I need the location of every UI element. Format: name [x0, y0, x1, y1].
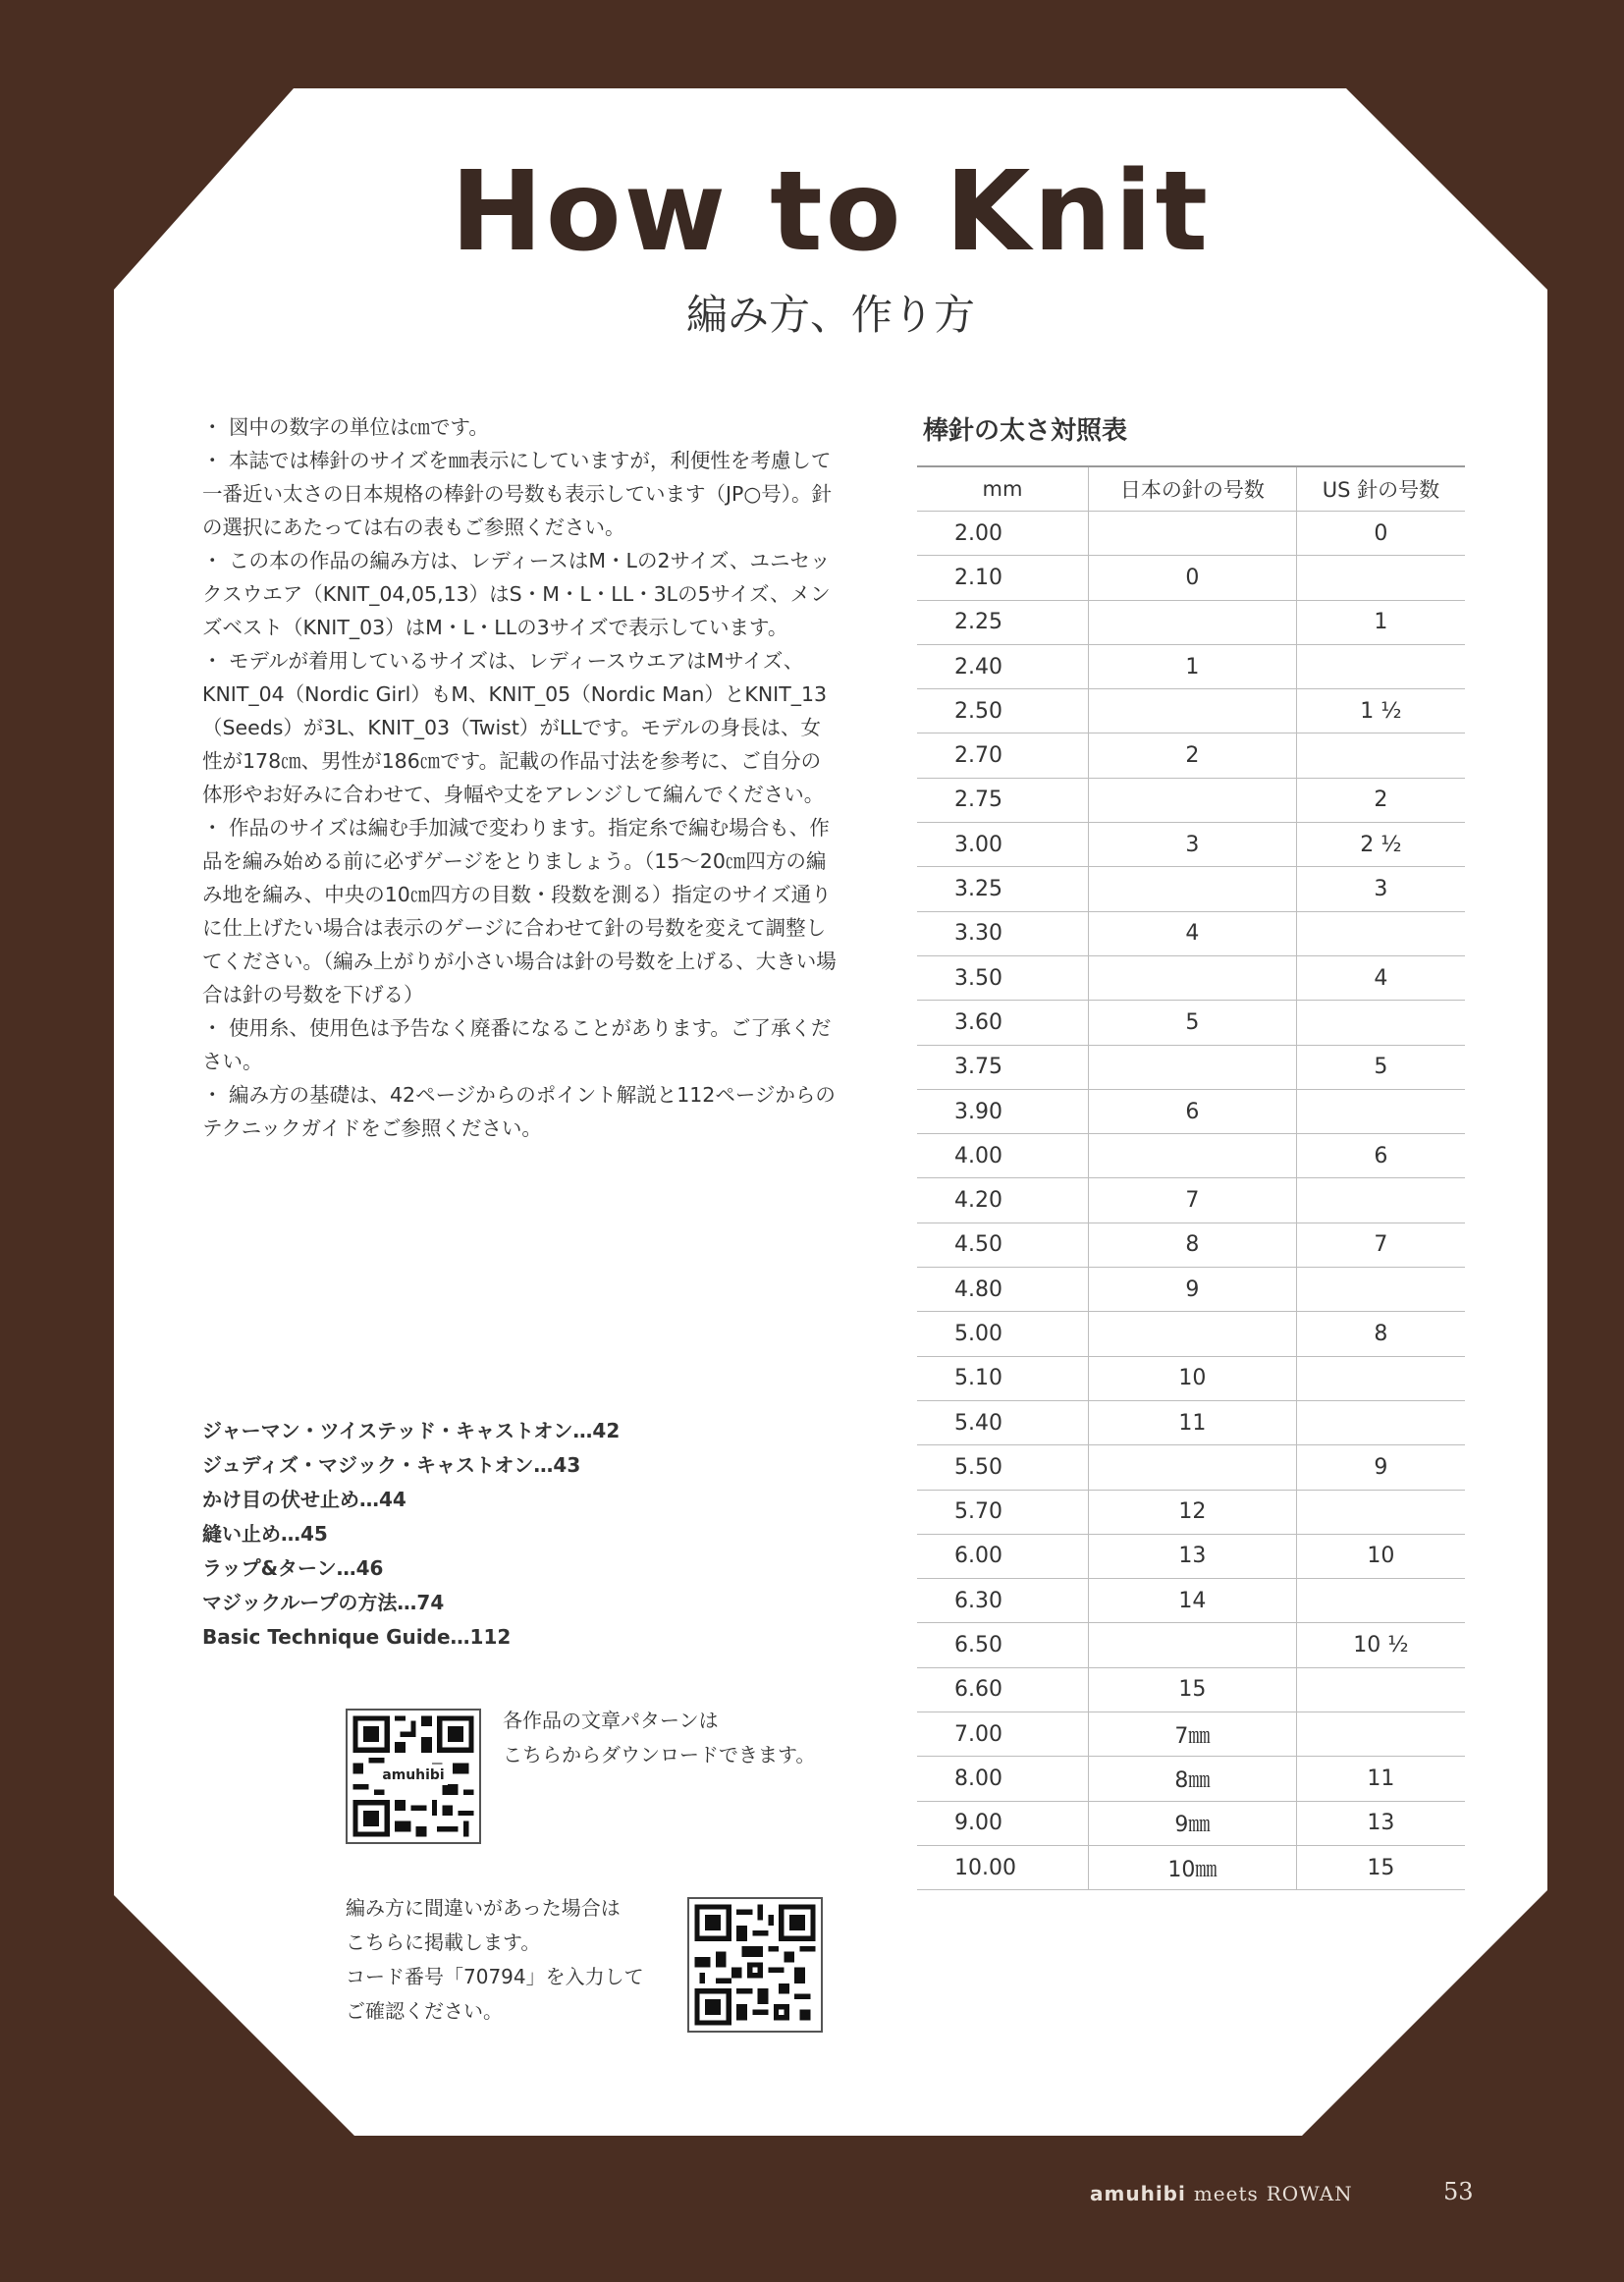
table-row	[917, 734, 1465, 778]
table-row	[917, 1222, 1465, 1267]
cell-japan-size: 5	[1089, 1001, 1297, 1045]
cell-mm: 4.00	[917, 1134, 1089, 1178]
table-row	[917, 1490, 1465, 1534]
cell-japan-size	[1089, 1134, 1297, 1178]
note-item: ・ 使用糸、使用色は予告なく廃番になることがあります。ご了承ください。	[202, 1016, 832, 1073]
cell-mm: 2.70	[917, 734, 1089, 778]
cell-us-size	[1296, 644, 1465, 688]
table-row	[917, 1178, 1465, 1222]
page-title: How to Knit	[450, 148, 1212, 276]
cell-us-size	[1296, 1089, 1465, 1133]
cell-mm: 4.50	[917, 1222, 1089, 1267]
cell-mm: 6.00	[917, 1534, 1089, 1578]
table-row	[917, 512, 1465, 556]
cell-us-size	[1296, 734, 1465, 778]
cell-mm: 2.25	[917, 600, 1089, 644]
technique-item: ジャーマン・ツイステッド・キャストオン…42	[202, 1419, 621, 1442]
errata-note-line: コード番号「70794」を入力して	[346, 1965, 644, 1988]
cell-mm: 8.00	[917, 1757, 1089, 1801]
table-row	[917, 823, 1465, 867]
note-item: ・ この本の作品の編み方は、レディースはM・Lの2サイズ、ユニセックスウエア（KNIT_04,05,13）はS・M・L・LL・3Lの5サイズ、メンズベスト（KNIT_03）はM・L・LLの3サイズで表示しています。	[202, 549, 831, 639]
cell-japan-size: 10	[1089, 1356, 1297, 1400]
cell-mm: 10.00	[917, 1845, 1089, 1889]
column-header-mm: mm	[917, 466, 1089, 512]
errata-qr-code[interactable]	[687, 1897, 823, 2033]
cell-japan-size: 7	[1089, 1178, 1297, 1222]
notes-list	[202, 410, 840, 1145]
cell-japan-size: 13	[1089, 1534, 1297, 1578]
cell-us-size: 10 ½	[1296, 1623, 1465, 1667]
cell-mm: 5.70	[917, 1490, 1089, 1534]
table-header-row	[917, 466, 1465, 512]
cell-japan-size: 7㎜	[1089, 1712, 1297, 1757]
table-row	[917, 778, 1465, 822]
download-note	[503, 1704, 817, 1772]
table-row	[917, 1045, 1465, 1089]
cell-mm: 2.00	[917, 512, 1089, 556]
table-row	[917, 1801, 1465, 1845]
cell-mm: 3.75	[917, 1045, 1089, 1089]
cell-japan-size: 0	[1089, 556, 1297, 600]
table-row	[917, 1400, 1465, 1444]
cell-us-size: 0	[1296, 512, 1465, 556]
cell-us-size	[1296, 1268, 1465, 1312]
download-qr-code[interactable]	[346, 1709, 481, 1844]
cell-japan-size	[1089, 1623, 1297, 1667]
cell-mm: 4.80	[917, 1268, 1089, 1312]
cell-japan-size: 8㎜	[1089, 1757, 1297, 1801]
cell-us-size: 9	[1296, 1445, 1465, 1490]
errata-note-line: ご確認ください。	[346, 1999, 503, 2023]
cell-us-size: 10	[1296, 1534, 1465, 1578]
cell-japan-size: 10㎜	[1089, 1845, 1297, 1889]
cell-mm: 6.50	[917, 1623, 1089, 1667]
cell-us-size: 1	[1296, 600, 1465, 644]
cell-us-size	[1296, 1356, 1465, 1400]
cell-us-size: 8	[1296, 1312, 1465, 1356]
cell-us-size	[1296, 1490, 1465, 1534]
cell-japan-size: 4	[1089, 911, 1297, 955]
note-item: ・ 編み方の基礎は、42ページからのポイント解説と112ページからのテクニックガイドをご参照ください。	[202, 1083, 836, 1140]
cell-mm: 4.20	[917, 1178, 1089, 1222]
cell-japan-size: 6	[1089, 1089, 1297, 1133]
cell-us-size: 2 ½	[1296, 823, 1465, 867]
table-row	[917, 556, 1465, 600]
cell-mm: 7.00	[917, 1712, 1089, 1757]
cell-us-size: 15	[1296, 1845, 1465, 1889]
table-row	[917, 1757, 1465, 1801]
cell-mm: 3.30	[917, 911, 1089, 955]
cell-mm: 3.00	[917, 823, 1089, 867]
cell-us-size: 11	[1296, 1757, 1465, 1801]
note-item: ・ 図中の数字の単位は㎝です。	[202, 415, 489, 439]
table-row	[917, 1001, 1465, 1045]
cell-us-size	[1296, 1001, 1465, 1045]
cell-japan-size: 12	[1089, 1490, 1297, 1534]
cell-us-size	[1296, 1178, 1465, 1222]
cell-us-size	[1296, 1579, 1465, 1623]
table-row	[917, 867, 1465, 911]
note-item: ・ 本誌では棒針のサイズを㎜表示にしていますが，利便性を考慮して一番近い太さの日本規格の棒針の号数も表示しています（JP○号）。針の選択にあたっては右の表もご参照ください。	[202, 449, 833, 539]
table-row	[917, 1667, 1465, 1712]
cell-japan-size	[1089, 955, 1297, 1000]
table-row	[917, 1712, 1465, 1757]
table-row	[917, 1623, 1465, 1667]
cell-mm: 3.25	[917, 867, 1089, 911]
cell-us-size	[1296, 1400, 1465, 1444]
footer-brand-name: amuhibi	[1090, 2182, 1186, 2205]
note-item: ・ モデルが着用しているサイズは、レディースウエアはMサイズ、KNIT_04（Nordic Girl）もM、KNIT_05（Nordic Man）とKNIT_13（Seeds）が3L、KNIT_03（Twist）がLLです。モデルの身長は、女性が178㎝、男性が186㎝です。記載の作品寸法を参考に、ご自分の体形やお好みに合わせて、身幅や丈をアレンジして編んでください。	[202, 649, 828, 806]
needle-size-table	[917, 465, 1465, 1890]
cell-us-size: 2	[1296, 778, 1465, 822]
technique-index	[202, 1414, 752, 1655]
footer-brand	[1090, 2182, 1353, 2205]
errata-note-line: こちらに掲載します。	[346, 1930, 541, 1954]
table-row	[917, 1534, 1465, 1578]
table-row	[917, 911, 1465, 955]
cell-us-size	[1296, 1667, 1465, 1712]
cell-mm: 3.50	[917, 955, 1089, 1000]
cell-us-size	[1296, 556, 1465, 600]
page-number: 53	[1443, 2178, 1474, 2205]
column-header-japan: 日本の針の号数	[1089, 466, 1297, 512]
cell-mm: 6.30	[917, 1579, 1089, 1623]
cell-us-size	[1296, 911, 1465, 955]
cell-japan-size: 2	[1089, 734, 1297, 778]
cell-japan-size: 9㎜	[1089, 1801, 1297, 1845]
table-row	[917, 1134, 1465, 1178]
download-note-line: 各作品の文章パターンは	[503, 1709, 719, 1732]
cell-japan-size	[1089, 1445, 1297, 1490]
cell-mm: 5.10	[917, 1356, 1089, 1400]
cell-mm: 5.50	[917, 1445, 1089, 1490]
cell-japan-size: 15	[1089, 1667, 1297, 1712]
table-row	[917, 1845, 1465, 1889]
cell-us-size	[1296, 1712, 1465, 1757]
errata-note	[346, 1891, 679, 2029]
technique-item: かけ目の伏せ止め…44	[202, 1488, 406, 1511]
cell-mm: 2.10	[917, 556, 1089, 600]
cell-us-size: 1 ½	[1296, 689, 1465, 734]
cell-us-size: 3	[1296, 867, 1465, 911]
footer-brand-meets: meets	[1193, 2182, 1259, 2205]
cell-japan-size: 8	[1089, 1222, 1297, 1267]
cell-mm: 2.50	[917, 689, 1089, 734]
cell-japan-size: 1	[1089, 644, 1297, 688]
table-row	[917, 1268, 1465, 1312]
cell-us-size: 13	[1296, 1801, 1465, 1845]
table-row	[917, 644, 1465, 688]
cell-japan-size	[1089, 600, 1297, 644]
cell-mm: 9.00	[917, 1801, 1089, 1845]
technique-item: マジックループの方法…74	[202, 1591, 445, 1614]
table-row	[917, 1356, 1465, 1400]
cell-japan-size: 9	[1089, 1268, 1297, 1312]
page-subtitle: 編み方、作り方	[685, 291, 975, 339]
cell-japan-size	[1089, 1045, 1297, 1089]
needle-table-title: 棒針の太さ対照表	[923, 416, 1128, 446]
cell-mm: 2.75	[917, 778, 1089, 822]
cell-us-size: 4	[1296, 955, 1465, 1000]
cell-japan-size	[1089, 1312, 1297, 1356]
column-header-us: US 針の号数	[1296, 466, 1465, 512]
table-row	[917, 1445, 1465, 1490]
cell-us-size: 7	[1296, 1222, 1465, 1267]
table-row	[917, 1312, 1465, 1356]
table-row	[917, 1579, 1465, 1623]
cell-us-size: 5	[1296, 1045, 1465, 1089]
cell-mm: 2.40	[917, 644, 1089, 688]
technique-item: ラップ&ターン…46	[202, 1556, 384, 1580]
table-row	[917, 600, 1465, 644]
cell-mm: 3.90	[917, 1089, 1089, 1133]
cell-mm: 5.40	[917, 1400, 1089, 1444]
technique-item: 縫い止め…45	[202, 1522, 328, 1546]
cell-mm: 3.60	[917, 1001, 1089, 1045]
table-row	[917, 955, 1465, 1000]
table-row	[917, 1089, 1465, 1133]
cell-us-size: 6	[1296, 1134, 1465, 1178]
cell-japan-size: 3	[1089, 823, 1297, 867]
cell-mm: 5.00	[917, 1312, 1089, 1356]
cell-mm: 6.60	[917, 1667, 1089, 1712]
cell-japan-size	[1089, 689, 1297, 734]
technique-item: Basic Technique Guide…112	[202, 1625, 512, 1649]
cell-japan-size	[1089, 778, 1297, 822]
cell-japan-size: 11	[1089, 1400, 1297, 1444]
errata-note-line: 編み方に間違いがあった場合は	[346, 1896, 621, 1920]
technique-item: ジュディズ・マジック・キャストオン…43	[202, 1453, 581, 1477]
download-note-line: こちらからダウンロードできます。	[503, 1743, 816, 1766]
cell-japan-size: 14	[1089, 1579, 1297, 1623]
note-item: ・ 作品のサイズは編む手加減で変わります。指定糸で編む場合も、作品を編み始める前に必ずゲージをとりましょう。（15～20㎝四方の編み地を編み、中央の10㎝四方の目数・段数を測る）指定のサイズ通りに仕上げたい場合は表示のゲージに合わせて針の号数を変えて調整してください。（編み上がりが小さい場合は針の号数を上げる、大きい場合は針の号数を下げる）	[202, 816, 837, 1006]
cell-japan-size	[1089, 512, 1297, 556]
footer-brand-rowan: ROWAN	[1266, 2182, 1353, 2205]
table-row	[917, 689, 1465, 734]
cell-japan-size	[1089, 867, 1297, 911]
qr-badge: amuhibi	[382, 1767, 445, 1784]
